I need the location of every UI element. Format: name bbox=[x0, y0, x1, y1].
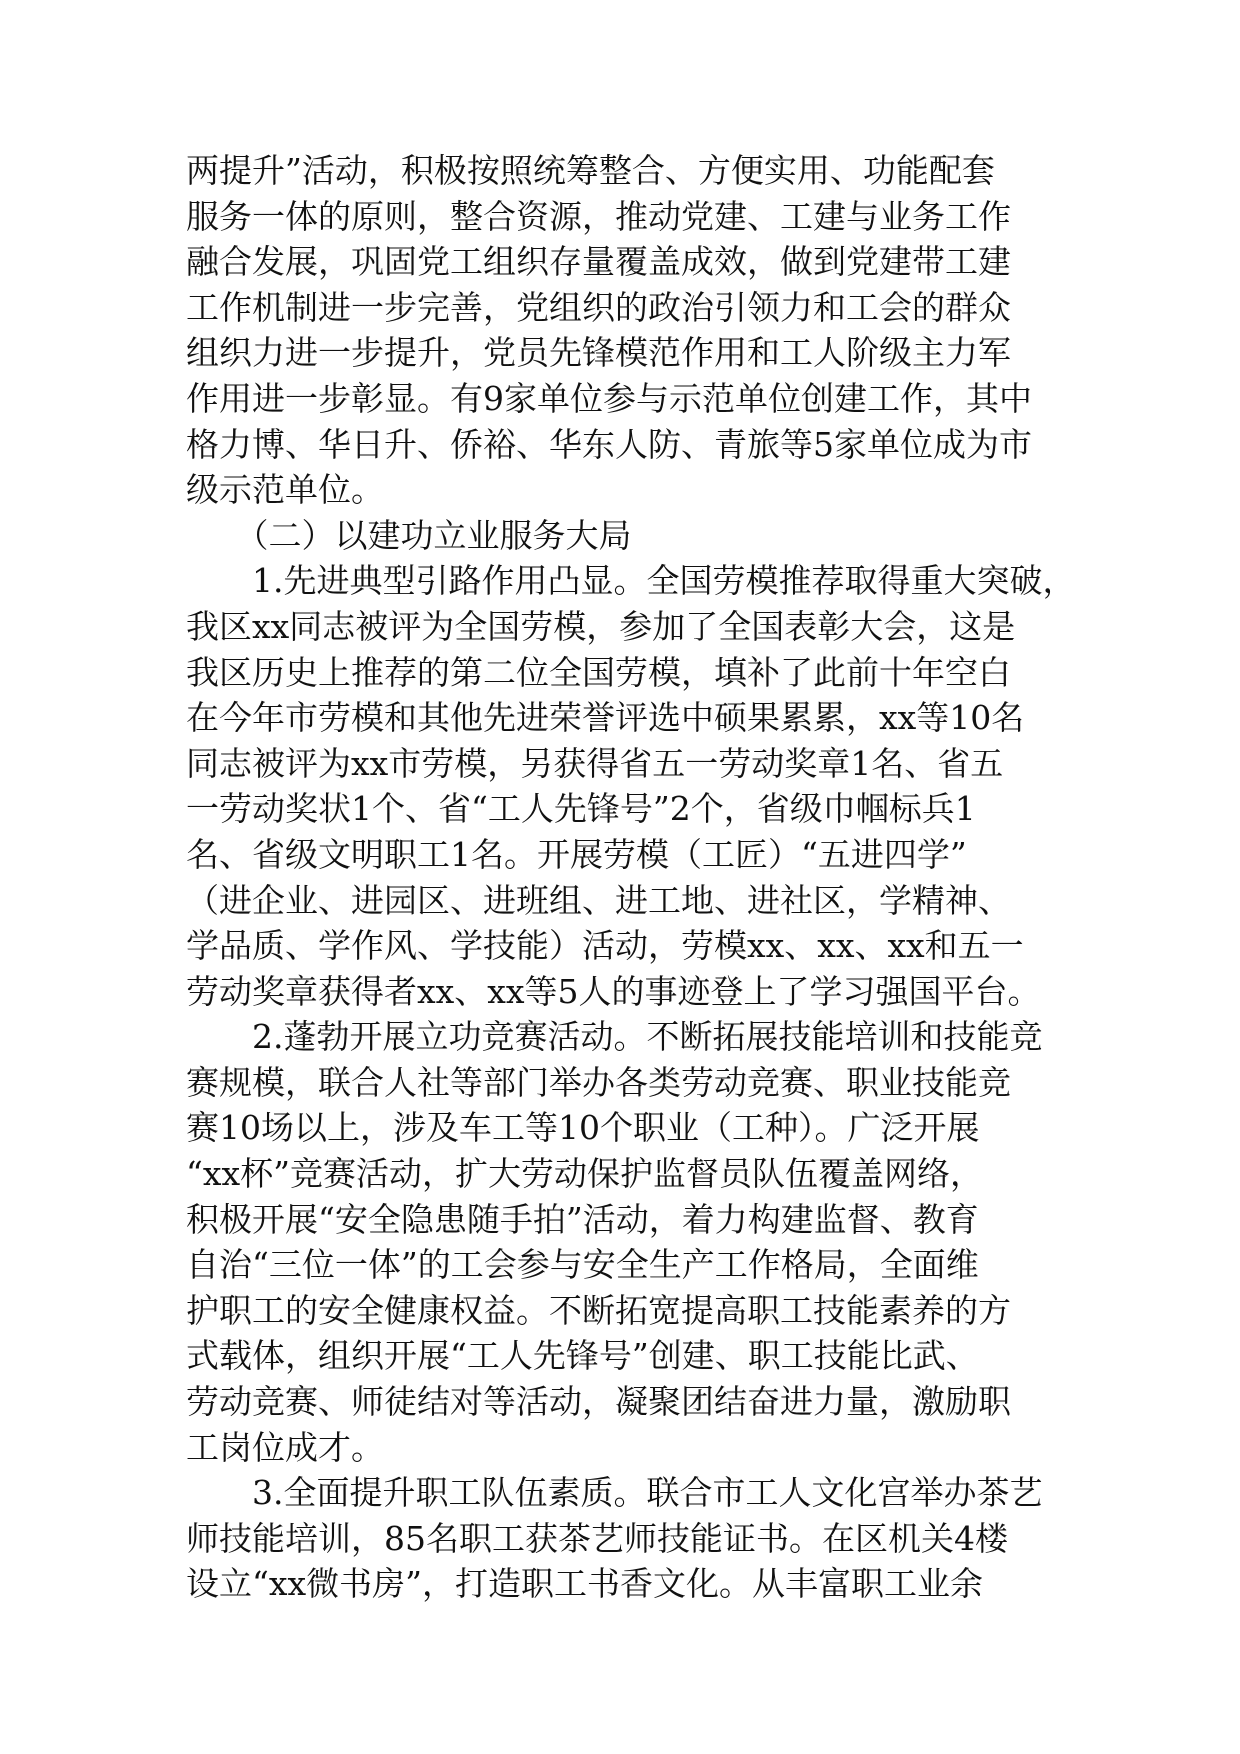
text-line: 工岗位成才。 bbox=[186, 1427, 384, 1467]
text-line: 服务一体的原则，整合资源，推动党建、工建与业务工作 bbox=[186, 196, 1011, 236]
text-line: 格力博、华日升、侨裕、华东人防、青旅等5家单位成为市 bbox=[186, 424, 1032, 464]
text-line: 积极开展“安全隐患随手拍”活动，着力构建监督、教育 bbox=[186, 1199, 979, 1239]
text-line: 设立“xx微书房”，打造职工书香文化。从丰富职工业余 bbox=[186, 1564, 983, 1604]
text-line: 在今年市劳模和其他先进荣誉评选中硕果累累，xx等10名 bbox=[186, 698, 1025, 738]
section-heading: （二）以建功立业服务大局 bbox=[186, 515, 632, 555]
text-line: 我区历史上推荐的第二位全国劳模，填补了此前十年空白 bbox=[186, 652, 1011, 692]
text-line: 名、省级文明职工1名。开展劳模（工匠）“五进四学” bbox=[186, 834, 967, 874]
text-line: 组织力进一步提升，党员先锋模范作用和工人阶级主力军 bbox=[186, 333, 1011, 373]
text-line: 自治“三位一体”的工会参与安全生产工作格局，全面维 bbox=[186, 1245, 979, 1285]
text-line: 级示范单位。 bbox=[186, 470, 384, 510]
text-line: 一劳动奖状1个、省“工人先锋号”2个，省级巾帼标兵1 bbox=[186, 789, 976, 829]
text-line: 同志被评为xx市劳模，另获得省五一劳动奖章1名、省五 bbox=[186, 743, 1004, 783]
text-line: 护职工的安全健康权益。不断拓宽提高职工技能素养的方 bbox=[186, 1290, 1011, 1330]
text-line: 式载体，组织开展“工人先锋号”创建、职工技能比武、 bbox=[186, 1336, 979, 1376]
text-line: 作用进一步彰显。有9家单位参与示范单位创建工作，其中 bbox=[186, 378, 1032, 418]
text-line: （进企业、进园区、进班组、进工地、进社区，学精神、 bbox=[186, 880, 1011, 920]
text-line: 2.蓬勃开展立功竞赛活动。不断拓展技能培训和技能竞 bbox=[186, 1017, 1043, 1057]
text-line: “xx杯”竞赛活动，扩大劳动保护监督员队伍覆盖网络， bbox=[186, 1154, 983, 1194]
text-line: 1.先进典型引路作用凸显。全国劳模推荐取得重大突破， bbox=[186, 561, 1076, 601]
text-line: 工作机制进一步完善，党组织的政治引领力和工会的群众 bbox=[186, 287, 1011, 327]
text-line: 学品质、学作风、学技能）活动，劳模xx、xx、xx和五一 bbox=[186, 926, 1024, 966]
body-text bbox=[186, 148, 1086, 1607]
text-line: 劳动竞赛、师徒结对等活动，凝聚团结奋进力量，激励职 bbox=[186, 1382, 1011, 1422]
text-line: 融合发展，巩固党工组织存量覆盖成效，做到党建带工建 bbox=[186, 242, 1011, 282]
text-line: 劳动奖章获得者xx、xx等5人的事迹登上了学习强国平台。 bbox=[186, 971, 1041, 1011]
text-line: 3.全面提升职工队伍素质。联合市工人文化宫举办茶艺 bbox=[186, 1473, 1043, 1513]
text-line: 两提升”活动，积极按照统筹整合、方便实用、功能配套 bbox=[186, 151, 995, 190]
text-line: 师技能培训，85名职工获茶艺师技能证书。在区机关4楼 bbox=[186, 1518, 1008, 1558]
text-line: 赛规模，联合人社等部门举办各类劳动竞赛、职业技能竞 bbox=[186, 1062, 1011, 1102]
text-line: 赛10场以上，涉及车工等10个职业（工种）。广泛开展 bbox=[186, 1108, 980, 1148]
text-line: 我区xx同志被评为全国劳模，参加了全国表彰大会，这是 bbox=[186, 606, 1016, 646]
